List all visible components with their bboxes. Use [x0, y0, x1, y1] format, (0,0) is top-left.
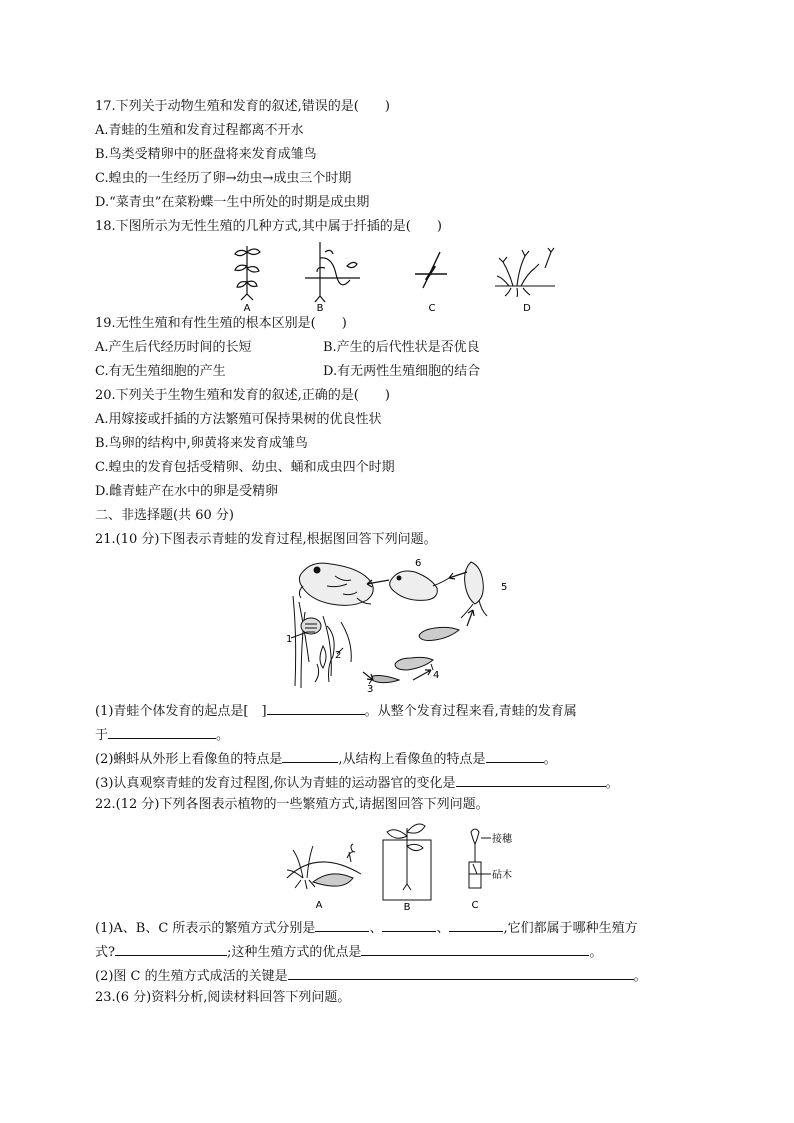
q17-option-a: A.青蛙的生殖和发育过程都离不开水 [95, 123, 304, 138]
q21-blank-shape[interactable] [282, 748, 338, 763]
q17-option-d: D.“菜青虫”在菜粉蝶一生中所处的时期是成虫期 [95, 195, 370, 210]
section-heading: 二、非选择题(共 60 分) [95, 508, 234, 523]
q18-figure-d [495, 248, 555, 297]
q18-label-a: A [243, 303, 251, 312]
q18-label-d: D [523, 303, 531, 312]
q21-part1-line1 [95, 700, 577, 721]
q22-p2-text-a: (2)图 C 的生殖方式成活的关键是 [95, 969, 288, 984]
q21-p1-text-a: (1)青蛙个体发育的起点是[ ] [95, 704, 267, 719]
q20-option-b: B.鸟卵的结构中,卵黄将来发育成雏鸟 [95, 436, 308, 451]
q21-blank-organ-change[interactable] [456, 772, 606, 787]
q22-label-a: A [315, 900, 323, 910]
q18-figure [225, 238, 570, 312]
q22-p1-text-a: (1)A、B、C 所表示的繁殖方式分别是 [95, 921, 316, 936]
q21-p2-text-c: 。 [543, 752, 557, 767]
q21-blank-origin[interactable] [267, 700, 365, 715]
q22-p2-text-b: 。 [633, 969, 647, 984]
q17-stem: 17.下列关于动物生殖和发育的叙述,错误的是( ) [95, 99, 390, 114]
q17-option-c: C.蝗虫的一生经历了卵→幼虫→成虫三个时期 [95, 171, 352, 186]
label-6: 6 [415, 558, 422, 569]
arrow-2-to-3 [363, 672, 373, 680]
q21-p1-text-c: 于 [95, 728, 109, 743]
q22-label-scion: 接穗 [492, 834, 512, 845]
q21-blank-development-type[interactable] [108, 724, 216, 739]
q19-option-b: B.产生的后代性状是否优良 [323, 340, 480, 355]
q19-option-c: C.有无生殖细胞的产生 [95, 364, 226, 379]
q21-p2-text-b: ,从结构上看像鱼的特点是 [338, 752, 486, 767]
q22-blank-advantage[interactable] [361, 941, 589, 956]
label-1: 1 [286, 634, 293, 645]
q19-stem: 19.无性生殖和有性生殖的根本区别是( ) [95, 316, 347, 331]
q22-sep-1: 、 [369, 921, 383, 936]
arrow-3-to-4 [413, 670, 431, 680]
q22-blank-method-c[interactable] [449, 917, 503, 932]
arrow-6-to-1 [367, 580, 389, 587]
q21-frog-lifecycle-figure [283, 556, 513, 694]
q18-label-c: C [428, 303, 436, 312]
q22-figure-c [469, 829, 491, 888]
q21-part1-line2 [95, 724, 229, 745]
q17-option-b: B.鸟类受精卵中的胚盘将来发育成雏鸟 [95, 147, 317, 162]
q21-p3-text-a: (3)认真观察青蛙的发育过程图,你认为青蛙的运动器官的变化是 [95, 776, 456, 791]
q21-p3-text-b: 。 [605, 776, 619, 791]
q21-stem: 21.(10 分)下图表示青蛙的发育过程,根据图回答下列问题。 [95, 532, 437, 547]
label-5: 5 [501, 582, 508, 593]
q18-stem: 18.下图所示为无性生殖的几种方式,其中属于扦插的是( ) [95, 219, 442, 234]
q18-label-b: B [316, 303, 324, 312]
q20-option-d: D.雌青蛙产在水中的卵是受精卵 [95, 484, 279, 499]
q22-label-b: B [403, 902, 411, 910]
q22-p1-text-d: ;这种生殖方式的优点是 [226, 945, 362, 960]
q18-figure-a [235, 246, 260, 300]
q22-blank-method-b[interactable] [382, 917, 436, 932]
adult-frog [299, 563, 373, 605]
tadpole-with-legs [465, 562, 484, 604]
q22-blank-reproduction-type[interactable] [115, 941, 227, 956]
tadpole-late [419, 627, 459, 640]
q20-option-a: A.用嫁接或扦插的方法繁殖可保持果树的优良性状 [95, 412, 382, 427]
q21-part3 [95, 772, 619, 793]
q21-p1-text-b: 。从整个发育过程来看,青蛙的发育属 [364, 704, 577, 719]
q19-option-a: A.产生后代经历时间的长短 [95, 340, 252, 355]
q22-label-c: C [471, 900, 479, 910]
q20-option-c: C.蝗虫的发育包括受精卵、幼虫、蛹和成虫四个时期 [95, 460, 395, 475]
q22-blank-key-to-survival[interactable] [288, 965, 634, 980]
q22-stem: 22.(12 分)下列各图表示植物的一些繁殖方式,请据图回答下列问题。 [95, 797, 489, 812]
froglet [390, 571, 438, 600]
q18-figure-c [415, 252, 447, 288]
q22-part1-line2 [95, 941, 602, 962]
q22-part2 [95, 965, 647, 986]
q21-p1-text-d: 。 [216, 728, 230, 743]
q22-sep-2: 、 [436, 921, 450, 936]
label-2: 2 [335, 650, 342, 661]
q22-p1-text-c: 式? [95, 945, 115, 960]
tadpole-early [372, 676, 399, 683]
q20-stem: 20.下列关于生物生殖和发育的叙述,正确的是( ) [95, 388, 390, 403]
q22-p1-text-b: ,它们都属于哪种生殖方 [503, 921, 638, 936]
label-4: 4 [433, 670, 440, 681]
q22-p1-text-e: 。 [589, 945, 603, 960]
q19-option-d: D.有无两性生殖细胞的结合 [323, 364, 481, 379]
q22-figure-a [287, 844, 361, 889]
q18-figure-b [305, 242, 360, 302]
q22-label-stock: 砧木 [492, 870, 512, 881]
q23-stem: 23.(6 分)资料分析,阅读材料回答下列问题。 [95, 990, 351, 1005]
arrow-4-to-5 [467, 610, 474, 626]
q21-p2-text-a: (2)蝌蚪从外形上看像鱼的特点是 [95, 752, 283, 767]
q22-part1-line1 [95, 917, 638, 938]
q22-blank-method-a[interactable] [315, 917, 369, 932]
q22-figure [283, 818, 515, 910]
tadpole-mid [395, 657, 433, 670]
q21-part2 [95, 748, 557, 769]
label-3: 3 [367, 684, 374, 694]
q21-blank-structure[interactable] [486, 748, 544, 763]
q22-figure-b [383, 824, 431, 900]
